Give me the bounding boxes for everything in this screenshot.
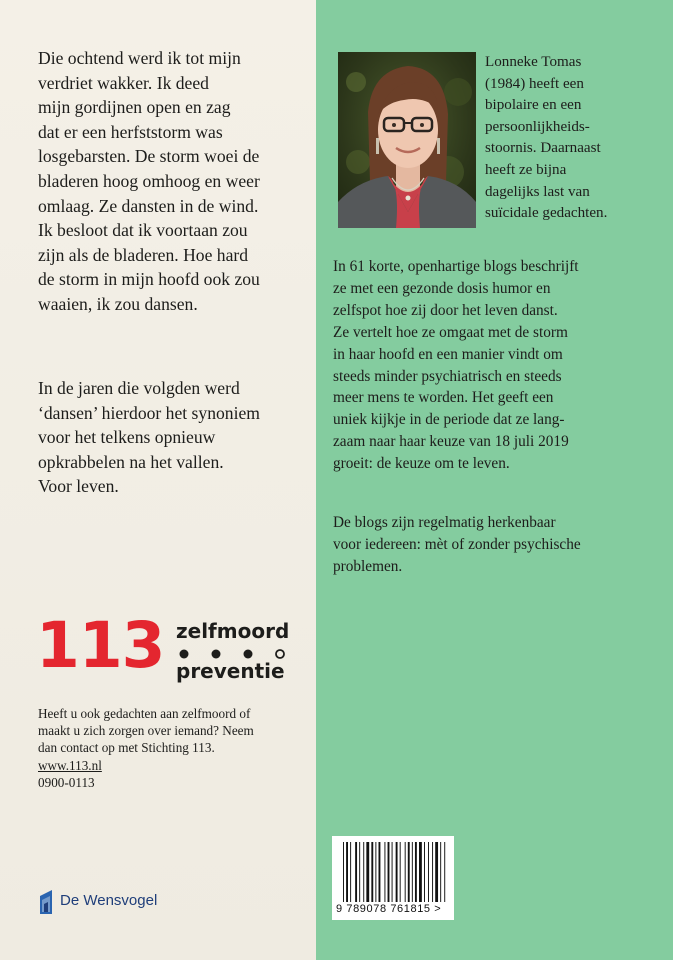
bio-line: persoonlijkheids- (485, 118, 590, 135)
blurb-line: zijn als de bladeren. Hoe hard (38, 244, 249, 265)
blurb-line: In de jaren die volgden werd (38, 378, 240, 398)
description-line: voor iedereen: mèt of zonder psychische (333, 535, 581, 553)
isbn-barcode (332, 836, 454, 920)
description-line: Ze vertelt hoe ze omgaat met de storm (333, 323, 568, 341)
blurb-line: ‘dansen’ hierdoor het synoniem (38, 402, 260, 423)
blurb-line: de storm in mijn hoofd ook zou (38, 269, 260, 290)
description-line: groeit: de keuze om te leven. (333, 455, 510, 473)
logo-word-zelfmoord: zelfmoord (176, 619, 290, 643)
blurb-line: mijn gordijnen open en zag (38, 97, 231, 118)
blurb-line: Voor leven. (38, 476, 119, 497)
blurb-line: Ik besloot dat ik voortaan zou (38, 220, 248, 241)
helpline-phone: 0900-0113 (38, 774, 95, 790)
blurb-line: waaien, ik zou dansen. (38, 293, 198, 314)
blurb-paragraph-1 (38, 46, 298, 317)
publisher-name: De Wensvogel (60, 892, 158, 909)
book-description-1 (333, 256, 663, 475)
publisher-logo (38, 886, 238, 916)
description-line: meer mens te worden. Het geeft een (333, 389, 554, 407)
blurb-line: losgebarsten. De storm woei de (38, 146, 260, 167)
helpline-website: www.113.nl (38, 757, 102, 773)
logo-number: 113 (36, 609, 165, 682)
book-description-2 (333, 512, 663, 578)
author-photo (338, 52, 476, 228)
blurb-line: verdriet wakker. Ik deed (38, 72, 209, 93)
bio-line: dagelijks last van (485, 183, 590, 200)
description-line: ze met een gezonde dosis humor en (333, 279, 551, 297)
helpline-line: maakt u zich zorgen over iemand? Neem (38, 723, 254, 739)
helpline-info (38, 705, 313, 791)
description-line: zelfspot hoe zij door het leven danst. (333, 301, 558, 319)
blurb-line: bladeren hoog omhoog en weer (38, 170, 260, 191)
description-line: In 61 korte, openhartige blogs beschrijft (333, 258, 579, 275)
blurb-line: omlaag. Ze dansten in de wind. (38, 195, 259, 216)
isbn-number: 9 789078 761815 > (336, 903, 442, 915)
logo-word-preventie: preventie (176, 659, 285, 683)
bird-logo-icon (38, 886, 54, 916)
113-zelfmoordpreventie-logo (36, 609, 306, 692)
blurb-line: voor het telkens opnieuw (38, 427, 216, 448)
bio-line: (1984) heeft een (485, 75, 584, 92)
bio-line: suïcidale gedachten. (485, 205, 608, 222)
bio-line: stoornis. Daarnaast (485, 140, 601, 157)
description-line: in haar hoofd en een manier vindt om (333, 345, 563, 363)
bio-line: bipolaire en een (485, 97, 582, 114)
author-portrait-icon (338, 52, 476, 228)
description-line: zaam naar haar keuze van 18 juli 2019 (333, 433, 569, 451)
barcode-bars-icon (342, 842, 446, 902)
blurb-line: Die ochtend werd ik tot mijn (38, 48, 241, 68)
bio-line: Lonneke Tomas (485, 54, 582, 70)
description-line: uniek kijkje in de periode dat ze lang- (333, 411, 565, 429)
description-line: De blogs zijn regelmatig herkenbaar (333, 514, 556, 531)
author-bio (485, 52, 665, 225)
description-line: steeds minder psychiatrisch en steeds (333, 367, 562, 385)
helpline-line: dan contact op met Stichting 113. (38, 740, 215, 756)
helpline-line: Heeft u ook gedachten aan zelfmoord of (38, 706, 251, 721)
description-line: problemen. (333, 557, 403, 575)
blurb-line: dat er een herfststorm was (38, 121, 223, 142)
blurb-line: opkrabbelen na het vallen. (38, 451, 224, 472)
bio-line: heeft ze bijna (485, 161, 567, 178)
blurb-paragraph-2 (38, 376, 298, 499)
